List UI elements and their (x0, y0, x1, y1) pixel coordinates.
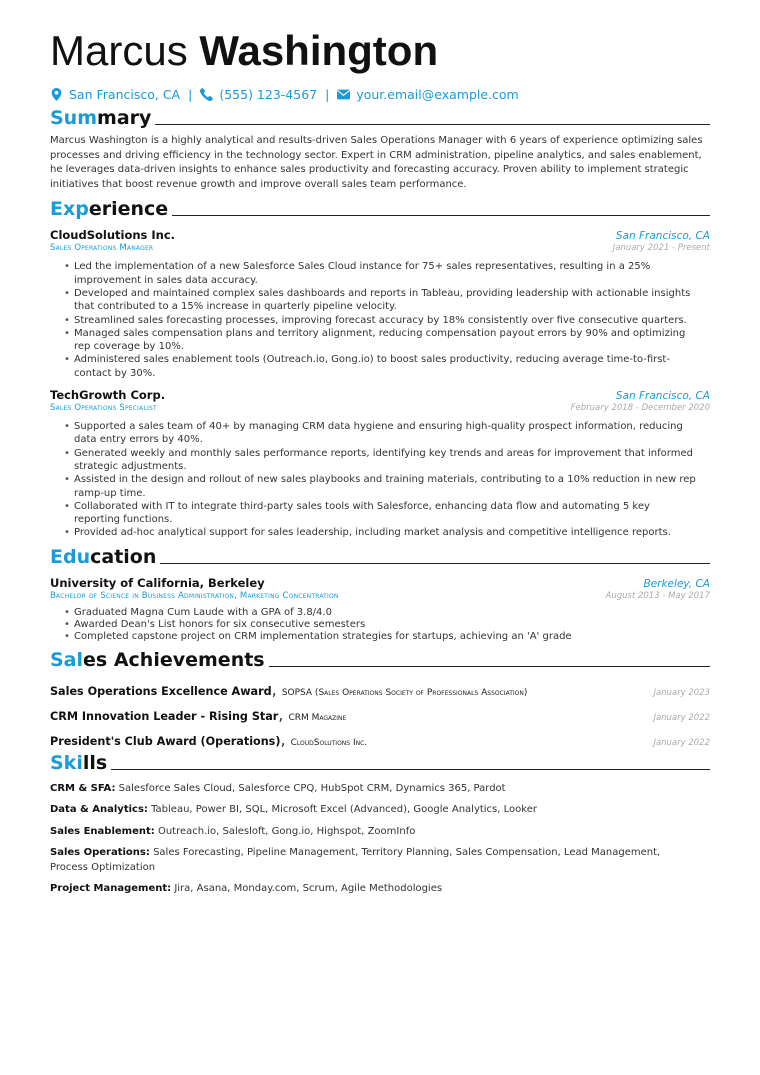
education-dates: August 2013 - May 2017 (605, 590, 710, 601)
last-name: Washington (199, 27, 439, 74)
list-item: • Streamlined sales forecasting processes, improving forecast accuracy by 18% consistently over five consecutive quarters. (74, 314, 698, 327)
school-location: Berkeley, CA (643, 577, 710, 590)
section-rule (111, 769, 710, 770)
map-pin-icon (50, 88, 63, 101)
bullet-list (50, 420, 710, 540)
achievement-item (50, 730, 710, 747)
entry-subheader (50, 403, 710, 413)
contact-separator: | (325, 86, 330, 102)
summary-heading (50, 107, 710, 129)
email-link[interactable]: your.email@example.com (356, 86, 519, 102)
first-name: Marcus (50, 27, 188, 74)
list-item: • Awarded Dean's List honors for six consecutive semesters (74, 619, 698, 631)
entry-header (50, 228, 710, 242)
achievement-date: January 2022 (653, 737, 710, 748)
entry-subheader (50, 243, 710, 253)
title-rest: erience (88, 198, 169, 221)
skill-label: Sales Enablement: (50, 825, 155, 837)
job-dates: February 2018 - December 2020 (570, 403, 710, 414)
achievement-text: CRM Innovation Leader - Rising Star, CRM Magazine (50, 704, 347, 724)
achievements-heading (50, 649, 710, 671)
list-item: • Assisted in the design and rollout of new sales playbooks and training materials, contributing to a 10% reduction in new rep ramp-up time. (74, 473, 698, 500)
entry-header (50, 576, 710, 590)
list-item: • Graduated Magna Cum Laude with a GPA of 3.8/4.0 (74, 607, 698, 619)
list-item: • Administered sales enablement tools (Outreach.io, Gong.io) to boost sales productivity, reducing average time-to-first-contact by 30%. (74, 353, 698, 380)
achievement-title: President's Club Award (Operations) (50, 734, 281, 748)
achievement-text: President's Club Award (Operations), CloudSolutions Inc. (50, 729, 368, 749)
section-title (50, 198, 168, 220)
job-dates: January 2021 - Present (612, 243, 710, 254)
title-rest: mary (97, 107, 152, 129)
location-text: San Francisco, CA (69, 86, 181, 102)
skill-value: Outreach.io, Salesloft, Gong.io, Highspot, ZoomInfo (157, 825, 416, 837)
company-location: San Francisco, CA (615, 390, 710, 403)
candidate-name (50, 26, 710, 76)
school-name: University of California, Berkeley (50, 575, 265, 590)
list-item: • Developed and maintained complex sales dashboards and reports in Tableau, providing leadership with actionable insights that contributed to a 15% increase in quarterly pipeline velocity. (74, 287, 698, 314)
phone-text: (555) 123-4567 (219, 86, 318, 102)
title-rest: cation (90, 545, 157, 568)
job-title: Sales Operations Specialist (50, 403, 157, 414)
list-item: • Completed capstone project on CRM implementation strategies for startups, achieving an 'A' grade (74, 631, 698, 643)
section-title (50, 546, 156, 568)
contact-line (50, 85, 710, 103)
skill-label: CRM & SFA: (50, 782, 116, 794)
envelope-icon (337, 88, 350, 101)
education-heading (50, 546, 710, 568)
achievement-org: CRM Magazine (288, 712, 347, 723)
experience-entry (50, 228, 710, 380)
achievement-item (50, 705, 710, 722)
phone-icon (200, 88, 213, 101)
skill-row (50, 846, 700, 875)
skill-row (50, 782, 700, 797)
skill-label: Sales Operations: (50, 847, 150, 859)
skill-row (50, 825, 700, 840)
skills-heading (50, 752, 710, 774)
skill-value: Jira, Asana, Monday.com, Scrum, Agile Methodologies (174, 883, 443, 895)
job-title: Sales Operations Manager (50, 243, 154, 254)
list-item: • Collaborated with IT to integrate third-party sales tools with Salesforce, enhancing data flow and automating 5 key reporting functions. (74, 500, 698, 527)
skill-value: Sales Forecasting, Pipeline Management, Territory Planning, Sales Compensation, Lead Management, Process Optimization (50, 847, 661, 873)
list-item: • Provided ad-hoc analytical support for sales leadership, including market analysis and competitive intelligence reports. (74, 526, 698, 539)
title-accent: Exp (50, 198, 89, 221)
title-accent: Sal (50, 648, 84, 671)
company-name: TechGrowth Corp. (50, 388, 166, 403)
title-rest: lls (82, 751, 108, 774)
degree: Bachelor of Science in Business Administration, Marketing Concentration (50, 590, 339, 601)
company-name: CloudSolutions Inc. (50, 228, 176, 243)
title-accent: Ski (50, 751, 83, 774)
skill-row (50, 882, 700, 897)
title-accent: Edu (50, 545, 91, 568)
entry-subheader (50, 591, 710, 601)
skill-label: Project Management: (50, 883, 172, 895)
section-rule (172, 215, 710, 216)
section-title (50, 107, 151, 129)
title-accent: Sum (50, 107, 98, 129)
list-item: • Generated weekly and monthly sales performance reports, identifying key trends and areas for improvement that informed strategic adjustments. (74, 447, 698, 474)
achievement-item (50, 680, 710, 697)
education-entry (50, 576, 710, 643)
summary-text: Marcus Washington is a highly analytical and results-driven Sales Operations Manager with 6 years of experience optimizing sales processes and driving efficiency in the technology sector. Expert in CRM administration, pipeline analytics, and sales enablement, he leverages data-driven insights to enhance sales productivity and forecasting accuracy. Proven ability to implement strategic initiatives that boost revenue growth and improve overall sales team performance. (50, 135, 703, 190)
achievement-text: Sales Operations Excellence Award, SOPSA (Sales Operations Society of Professionals Association) (50, 679, 528, 699)
achievement-org: CloudSolutions Inc. (290, 737, 368, 748)
skill-value: Salesforce Sales Cloud, Salesforce CPQ, HubSpot CRM, Dynamics 365, Pardot (118, 782, 506, 794)
list-item: • Supported a sales team of 40+ by managing CRM data hygiene and ensuring high-quality prospect information, reducing data entry errors by 40%. (74, 420, 698, 447)
bullet-list (50, 607, 710, 643)
list-item: • Led the implementation of a new Salesforce Sales Cloud instance for 75+ sales representatives, resulting in a 25% improvement in sales data accuracy. (74, 260, 698, 287)
achievement-date: January 2022 (653, 712, 710, 723)
bullet-list (50, 260, 710, 380)
skill-label: Data & Analytics: (50, 804, 148, 816)
achievement-org: SOPSA (Sales Operations Society of Professionals Association) (281, 687, 528, 698)
entry-header (50, 388, 710, 402)
title-rest: es Achievements (83, 648, 265, 671)
experience-entry (50, 388, 710, 540)
company-location: San Francisco, CA (615, 230, 710, 243)
contact-separator: | (188, 86, 193, 102)
skill-value: Tableau, Power BI, SQL, Microsoft Excel (Advanced), Google Analytics, Looker (151, 804, 537, 816)
skill-row (50, 803, 700, 818)
list-item: • Managed sales compensation plans and territory alignment, reducing compensation payout errors by 90% and optimizing rep coverage by 10%. (74, 327, 698, 354)
section-rule (160, 563, 710, 564)
section-rule (269, 666, 710, 667)
achievement-date: January 2023 (653, 687, 710, 698)
section-title (50, 752, 107, 774)
section-rule (155, 124, 710, 125)
achievement-title: CRM Innovation Leader - Rising Star (50, 709, 279, 723)
experience-heading (50, 198, 710, 220)
section-title (50, 649, 265, 671)
achievement-title: Sales Operations Excellence Award (50, 684, 272, 698)
